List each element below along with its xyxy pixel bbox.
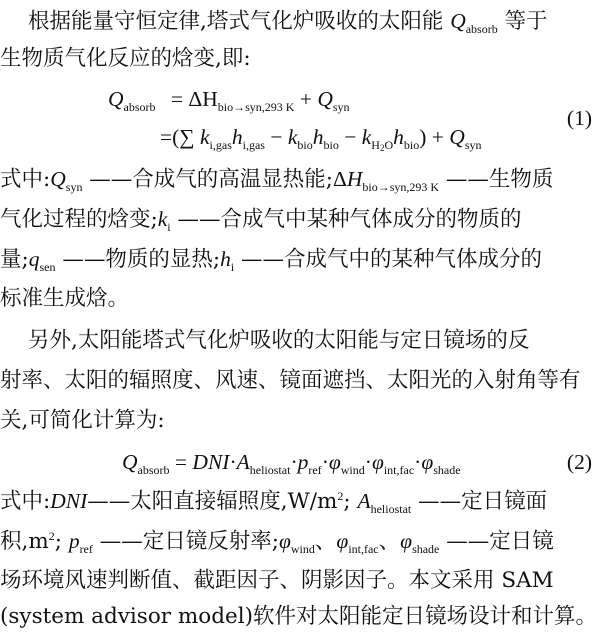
para2-line2: 气化过程的焓变$;k_i$ ——合成气中某种气体成分的物质的 — [0, 207, 522, 234]
para1-line1 — [28, 2, 600, 40]
text: 生物质气化反应的焓变,即: — [0, 46, 251, 71]
text: 气化过程的焓变; — [0, 207, 158, 232]
symbol-q-absorb: $Q_{absorb}$ — [450, 9, 498, 36]
eq1-delta-h: = ΔH — [170, 87, 218, 111]
text: ——太阳直接辐照度,W/m — [87, 489, 338, 514]
text: 另外,太阳能塔式气化炉吸收的太阳能与定日镜场的反 — [28, 328, 530, 353]
para2-line1: 式中$:Q_{syn}$ ——合成气的高温显热能$;\Delta H_{bio\to syn,293 K}$ ——生物质 — [0, 167, 554, 194]
text: ——合成气中某种气体成分的物质的 — [177, 207, 522, 232]
text: ——定日镜面 — [418, 489, 548, 514]
text: 式中: — [0, 489, 51, 514]
para3-line1 — [28, 322, 600, 360]
eq1-open: =(∑ — [160, 125, 195, 149]
text: ——合成气中的某种气体成分的 — [241, 247, 543, 272]
para3-line3 — [0, 402, 600, 440]
para1-line2 — [0, 40, 600, 78]
text: 场环境风速判断值、截距因子、阴影因子。本文采用 SAM — [0, 568, 554, 593]
equation-1-number: (1) — [566, 106, 592, 130]
text: ——生物质 — [445, 167, 554, 192]
text: ——合成气的高温显热能; — [89, 167, 334, 192]
para2-line3: 量$;q_{sen}$ ——物质的显热$;h_i$ ——合成气中的某种气体成分的 — [0, 247, 543, 274]
eq1-sub: bio→syn,293 K — [217, 100, 295, 114]
text: ——物质的显热; — [62, 247, 221, 272]
text: 式中: — [0, 167, 51, 192]
text: (system advisor model)软件对太阳能定日镜场设计和计算。 — [0, 604, 597, 629]
text: 量; — [0, 247, 29, 272]
text: ——定日镜反射率; — [99, 529, 279, 554]
text: ——定日镜 — [446, 529, 554, 554]
text: 关,可简化计算为: — [0, 408, 165, 433]
text: 射率、太阳的辐照度、风速、镜面遮挡、太阳光的入射角等有 — [0, 368, 581, 393]
para4-line4 — [0, 598, 600, 636]
para3-line2 — [0, 362, 600, 400]
text: 标准生成焓。 — [0, 286, 130, 311]
para4-line3 — [0, 562, 600, 600]
para2-line4 — [0, 280, 600, 318]
text: 根据能量守恒定律,塔式气化炉吸收的太阳能 — [28, 9, 444, 34]
text: 积,m — [0, 529, 49, 554]
equation-1-row1: $Q_{absorb} = \Delta H_{bio\to syn,293 K} + Q_{syn}$ — [108, 87, 350, 114]
text: 等于 — [504, 9, 548, 34]
equation-2: $Q_{absorb} = DNI\cdot A_{heliostat}\cdot p_{ref}\cdot\varphi_{wind}\cdot\varphi_{int,fac}\cdot\varphi_{shade}$ — [122, 450, 461, 477]
equation-2-number: (2) — [566, 450, 592, 474]
equation-1-row2: =(∑ $k_{i,gas}h_{i,gas} - k_{bio}h_{bio} - k_{H2O}h_{bio}) + Q_{syn}$ — [160, 125, 482, 153]
para4-line1: 式中:DNI——太阳直接辐照度$,W/m^2$; $A_{heliostat}$ ——定日镜面 — [0, 489, 548, 516]
para4-line2: 积$,m^2$; $p_{ref}$ ——定日镜反射率$;\varphi_{wind}$、$\varphi_{int,fac}$、$\varphi_{shade}$ ——定日镜 — [0, 529, 554, 556]
